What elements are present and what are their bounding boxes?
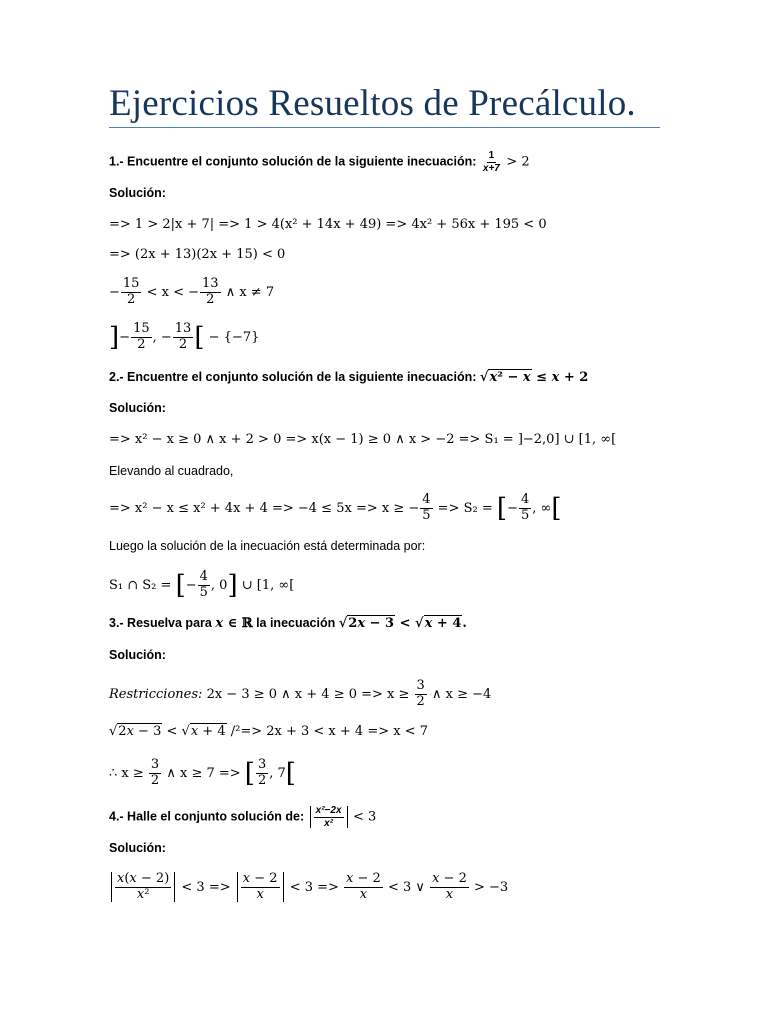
problem-4-fraction: $\frac{\text{x²−2x}}{\text{x²}}$ bbox=[315, 805, 342, 829]
solution-2-step-2-start: => x² − x ≤ x² + 4x + 4 => −4 ≤ 5x => x ≥ − bbox=[109, 500, 420, 516]
solution-3-restrictions: Restricciones: 2x − 3 ≥ 0 ∧ x + 4 ≥ 0 => x ≥ $\frac{3}{2}$ ∧ x ≥ −4 bbox=[109, 678, 492, 709]
restrictions-end: ∧ x ≥ −4 bbox=[431, 686, 492, 702]
solution-3-label: Solución: bbox=[109, 648, 166, 662]
solution-1-step-1: => 1 > 2|x + 7| => 1 > 4(x² + 14x + 49) => 4x² + 56x + 195 < 0 bbox=[109, 217, 547, 232]
problem-3-expression: √2x − 3 < √x + 4. bbox=[338, 616, 467, 631]
solution-2-step-2-mid: => S₂ = bbox=[437, 500, 493, 516]
solution-1-step-3-end: ∧ x ≠ 7 bbox=[225, 284, 275, 300]
restrictions-text: 2x − 3 ≥ 0 ∧ x + 4 ≥ 0 => x ≥ bbox=[206, 686, 410, 702]
problem-4-rhs: < 3 bbox=[353, 809, 377, 825]
problem-2-text: 2.- Encuentre el conjunto solución de la siguiente inecuación: bbox=[109, 370, 477, 384]
restrictions-label: Restricciones: bbox=[109, 686, 203, 702]
fraction-13-2: $\frac{13}{2}$ bbox=[202, 276, 219, 307]
solution-4-part-b: < 3 => bbox=[289, 879, 339, 895]
solution-1-step-2: => (2x + 13)(2x + 15) < 0 bbox=[109, 247, 286, 262]
solution-2-result: S₁ ∩ S₂ = [− $\frac{4}{5}$ , 0] ∪ [1, ∞[ bbox=[109, 569, 295, 601]
problem-1-heading bbox=[109, 150, 530, 174]
solution-3-step-2: √2x − 3 < √x + 4 /²=> 2x + 3 < x + 4 => x < 7 bbox=[109, 724, 429, 739]
solution-3-result: ∴ x ≥ $\frac{3}{2}$ ∧ x ≥ 7 => [ $\frac{3}{2}$ , 7[ bbox=[109, 757, 296, 789]
solution-1-result: ]− $\frac{15}{2}$ , − $\frac{13}{2}$ [ − {−7} bbox=[109, 321, 260, 353]
problem-3-heading: 3.- Resuelva para x ∈ ℝ la inecuación √2x − 3 < √x + 4. bbox=[109, 616, 467, 631]
problem-4-text: 4.- Halle el conjunto solución de: bbox=[109, 809, 305, 824]
solution-1-result-end: − {−7} bbox=[208, 329, 260, 345]
solution-4-label: Solución: bbox=[109, 841, 166, 855]
problem-3-text-a: 3.- Resuelva para bbox=[109, 616, 212, 630]
solution-3-step-2-end: /²=> 2x + 3 < x + 4 => x < 7 bbox=[230, 724, 429, 739]
page-title: Ejercicios Resueltos de Precálculo. bbox=[109, 83, 636, 124]
solution-2-step-1: => x² − x ≥ 0 ∧ x + 2 > 0 => x(x − 1) ≥ 0 ∧ x > −2 => S₁ = ]−2,0] ∪ [1, ∞[ bbox=[109, 432, 617, 447]
solution-2-step-2: => x² − x ≤ x² + 4x + 4 => −4 ≤ 5x => x ≥ − $\frac{4}{5}$ => S₂ = [− $\frac{4}{5}$ , ∞[ bbox=[109, 492, 562, 524]
solution-2-result-end: ∪ [1, ∞[ bbox=[241, 577, 295, 593]
problem-1-text: 1.- Encuentre el conjunto solución de la siguiente inecuación: bbox=[109, 154, 477, 169]
solution-3-result-mid: ∧ x ≥ 7 => bbox=[166, 765, 241, 781]
solution-1-step-3: − $\frac{15}{2}$ < x < − $\frac{13}{2}$ ∧ x ≠ 7 bbox=[109, 276, 275, 307]
problem-1-rhs: > 2 bbox=[506, 154, 530, 170]
solution-3-result-end: , 7 bbox=[269, 765, 286, 781]
solution-4-part-c: < 3 ∨ bbox=[387, 879, 425, 895]
problem-3-text-b: la inecuación bbox=[256, 616, 336, 630]
solution-1-label: Solución: bbox=[109, 186, 166, 200]
solution-2-result-start: S₁ ∩ S₂ = bbox=[109, 577, 172, 593]
solution-4-step-1: $\frac{x(x - 2)}{\text{x²}}$ < 3 => $\frac{x - 2}{x}$ < 3 => $\frac{x - 2}{x}$ < 3 ∨ $\frac{x - 2}{x}$ > −3 bbox=[109, 872, 508, 903]
fraction-15-2: $\frac{15}{2}$ bbox=[122, 276, 140, 307]
title-underline bbox=[109, 127, 660, 128]
solution-4-part-a: < 3 => bbox=[181, 879, 231, 895]
problem-4-heading bbox=[109, 805, 376, 829]
solution-2-elevando: Elevando al cuadrado, bbox=[109, 464, 234, 478]
problem-1-fraction: $\frac{1}{x+7}$ bbox=[482, 150, 500, 174]
solution-3-result-start: ∴ x ≥ bbox=[109, 765, 144, 781]
problem-2-expression: √x² − x ≤ x + 2 bbox=[479, 370, 589, 385]
solution-2-label: Solución: bbox=[109, 401, 166, 415]
solution-1-step-3-mid: < x < − bbox=[146, 284, 199, 300]
solution-4-part-d: > −3 bbox=[473, 879, 509, 895]
solution-2-luego: Luego la solución de la inecuación está determinada por: bbox=[109, 539, 426, 553]
problem-2-heading bbox=[109, 371, 588, 384]
